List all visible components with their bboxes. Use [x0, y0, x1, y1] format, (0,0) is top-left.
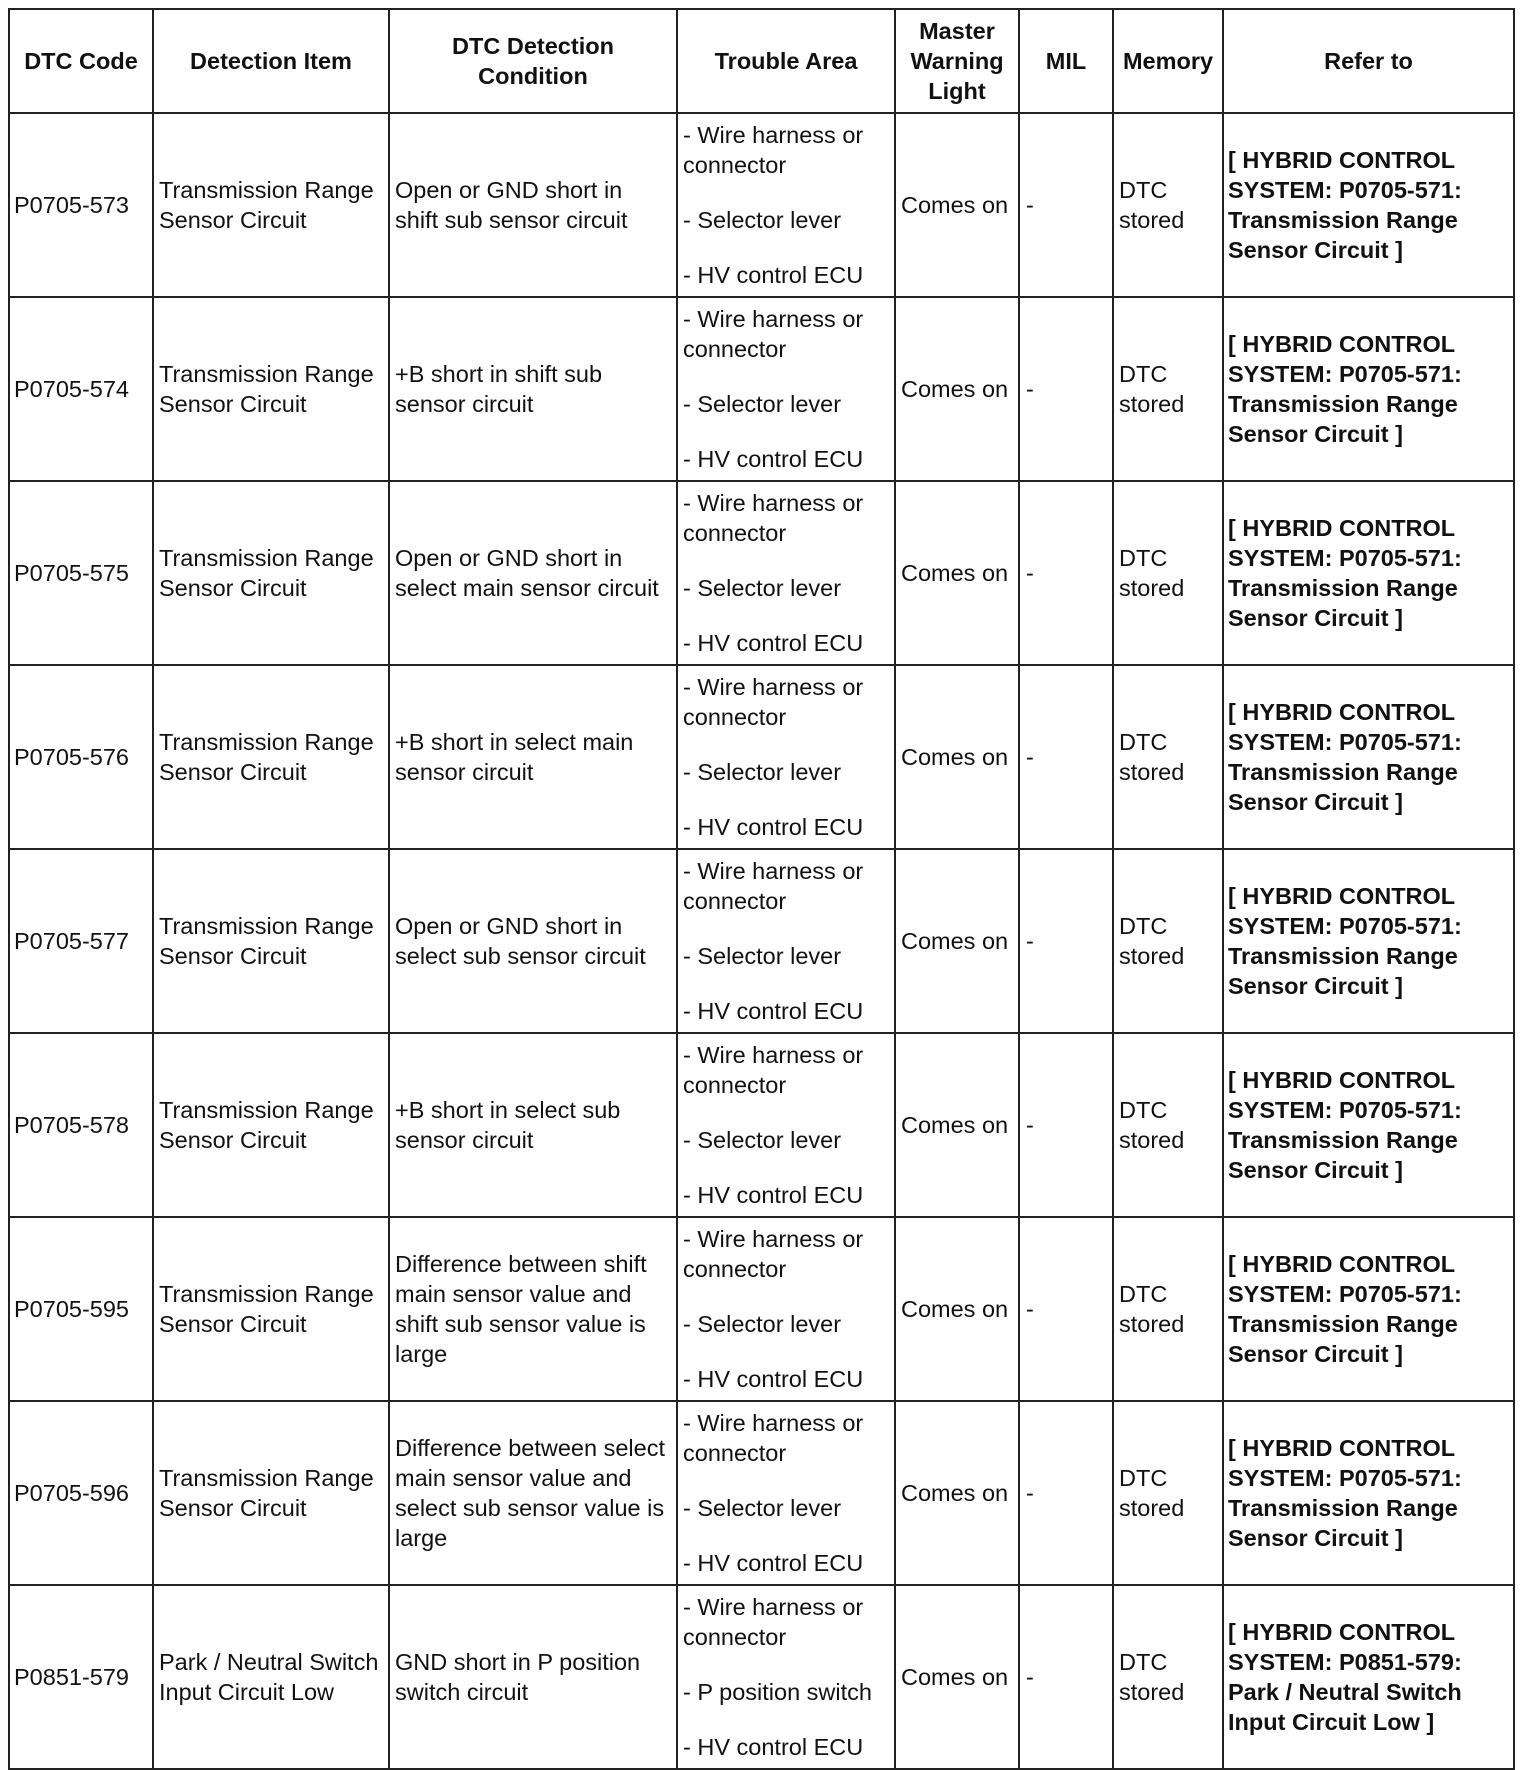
dtc-code-cell: P0705-574: [9, 297, 153, 481]
refer-to-link[interactable]: [ HYBRID CONTROL SYSTEM: P0851-579: Park / Neutral Switch Input Circuit Low ]: [1223, 1585, 1514, 1769]
memory-cell: DTC stored: [1113, 1217, 1223, 1401]
trouble-area-cell: [677, 297, 895, 481]
header-mil: MIL: [1019, 9, 1113, 113]
trouble-area-item: - P position switch: [683, 1679, 872, 1705]
trouble-area-item: - HV control ECU: [683, 814, 864, 840]
trouble-area-list: [683, 856, 889, 1026]
master-warning-light-cell: Comes on: [895, 849, 1019, 1033]
master-warning-light-cell: Comes on: [895, 1585, 1019, 1769]
detection-condition-cell: Difference between shift main sensor value and shift sub sensor value is large: [389, 1217, 677, 1401]
trouble-area-item: - Selector lever: [683, 575, 842, 601]
dtc-code-cell: P0705-596: [9, 1401, 153, 1585]
trouble-area-item: - Selector lever: [683, 391, 842, 417]
detection-item-cell: Transmission Range Sensor Circuit: [153, 113, 389, 297]
detection-condition-cell: +B short in shift sub sensor circuit: [389, 297, 677, 481]
trouble-area-item: - HV control ECU: [683, 1734, 864, 1760]
trouble-area-item: - Wire harness or connector: [683, 1226, 864, 1282]
detection-item-cell: Park / Neutral Switch Input Circuit Low: [153, 1585, 389, 1769]
dtc-code-cell: P0705-575: [9, 481, 153, 665]
trouble-area-cell: [677, 1585, 895, 1769]
trouble-area-item: - HV control ECU: [683, 1182, 864, 1208]
table-row: [9, 849, 1514, 1033]
detection-condition-cell: Difference between select main sensor value and select sub sensor value is large: [389, 1401, 677, 1585]
detection-item-cell: Transmission Range Sensor Circuit: [153, 1217, 389, 1401]
detection-condition-cell: Open or GND short in select sub sensor circuit: [389, 849, 677, 1033]
detection-condition-cell: Open or GND short in select main sensor circuit: [389, 481, 677, 665]
trouble-area-list: [683, 120, 889, 290]
refer-to-link[interactable]: [ HYBRID CONTROL SYSTEM: P0705-571: Transmission Range Sensor Circuit ]: [1223, 481, 1514, 665]
trouble-area-item: - Selector lever: [683, 1311, 842, 1337]
trouble-area-item: - Wire harness or connector: [683, 1410, 864, 1466]
header-detection-item: Detection Item: [153, 9, 389, 113]
dtc-table: [8, 8, 1515, 1770]
table-row: [9, 1401, 1514, 1585]
trouble-area-item: - Wire harness or connector: [683, 306, 864, 362]
detection-item-cell: Transmission Range Sensor Circuit: [153, 481, 389, 665]
header-row: [9, 9, 1514, 113]
dtc-code-cell: P0705-577: [9, 849, 153, 1033]
memory-cell: DTC stored: [1113, 297, 1223, 481]
detection-condition-cell: +B short in select sub sensor circuit: [389, 1033, 677, 1217]
trouble-area-item: - Selector lever: [683, 1127, 842, 1153]
trouble-area-item: - Wire harness or connector: [683, 1594, 864, 1650]
dtc-code-cell: P0705-573: [9, 113, 153, 297]
trouble-area-item: - Wire harness or connector: [683, 490, 864, 546]
master-warning-light-cell: Comes on: [895, 665, 1019, 849]
detection-item-cell: Transmission Range Sensor Circuit: [153, 849, 389, 1033]
header-detection-condition: DTC Detection Condition: [389, 9, 677, 113]
refer-to-link[interactable]: [ HYBRID CONTROL SYSTEM: P0705-571: Transmission Range Sensor Circuit ]: [1223, 1033, 1514, 1217]
header-refer-to: Refer to: [1223, 9, 1514, 113]
trouble-area-item: - Selector lever: [683, 759, 842, 785]
refer-to-link[interactable]: [ HYBRID CONTROL SYSTEM: P0705-571: Transmission Range Sensor Circuit ]: [1223, 665, 1514, 849]
refer-to-link[interactable]: [ HYBRID CONTROL SYSTEM: P0705-571: Transmission Range Sensor Circuit ]: [1223, 1401, 1514, 1585]
detection-condition-cell: GND short in P position switch circuit: [389, 1585, 677, 1769]
dtc-code-cell: P0705-595: [9, 1217, 153, 1401]
mil-cell: -: [1019, 1401, 1113, 1585]
trouble-area-item: - Wire harness or connector: [683, 674, 864, 730]
trouble-area-item: - Selector lever: [683, 943, 842, 969]
master-warning-light-cell: Comes on: [895, 1401, 1019, 1585]
trouble-area-item: - HV control ECU: [683, 998, 864, 1024]
trouble-area-item: - HV control ECU: [683, 446, 864, 472]
detection-item-cell: Transmission Range Sensor Circuit: [153, 297, 389, 481]
trouble-area-item: - Selector lever: [683, 207, 842, 233]
trouble-area-list: [683, 1408, 889, 1578]
table-body: [9, 113, 1514, 1769]
table-row: [9, 1585, 1514, 1769]
mil-cell: -: [1019, 113, 1113, 297]
trouble-area-list: [683, 488, 889, 658]
trouble-area-cell: [677, 665, 895, 849]
dtc-code-cell: P0705-578: [9, 1033, 153, 1217]
trouble-area-list: [683, 672, 889, 842]
header-dtc-code: DTC Code: [9, 9, 153, 113]
master-warning-light-cell: Comes on: [895, 297, 1019, 481]
trouble-area-item: - Selector lever: [683, 1495, 842, 1521]
mil-cell: -: [1019, 481, 1113, 665]
mil-cell: -: [1019, 1217, 1113, 1401]
refer-to-link[interactable]: [ HYBRID CONTROL SYSTEM: P0705-571: Transmission Range Sensor Circuit ]: [1223, 1217, 1514, 1401]
dtc-code-cell: P0705-576: [9, 665, 153, 849]
master-warning-light-cell: Comes on: [895, 481, 1019, 665]
trouble-area-item: - Wire harness or connector: [683, 858, 864, 914]
master-warning-light-cell: Comes on: [895, 1217, 1019, 1401]
trouble-area-item: - Wire harness or connector: [683, 1042, 864, 1098]
mil-cell: -: [1019, 665, 1113, 849]
memory-cell: DTC stored: [1113, 1401, 1223, 1585]
trouble-area-item: - Wire harness or connector: [683, 122, 864, 178]
table-row: [9, 481, 1514, 665]
table-header: [9, 9, 1514, 113]
trouble-area-cell: [677, 1217, 895, 1401]
memory-cell: DTC stored: [1113, 481, 1223, 665]
trouble-area-item: - HV control ECU: [683, 1550, 864, 1576]
table-row: [9, 113, 1514, 297]
detection-item-cell: Transmission Range Sensor Circuit: [153, 1033, 389, 1217]
master-warning-light-cell: Comes on: [895, 1033, 1019, 1217]
mil-cell: -: [1019, 297, 1113, 481]
trouble-area-list: [683, 1224, 889, 1394]
memory-cell: DTC stored: [1113, 1033, 1223, 1217]
trouble-area-list: [683, 1592, 889, 1762]
header-trouble-area: Trouble Area: [677, 9, 895, 113]
trouble-area-item: - HV control ECU: [683, 630, 864, 656]
trouble-area-cell: [677, 1401, 895, 1585]
trouble-area-list: [683, 1040, 889, 1210]
dtc-table-container: [8, 8, 1515, 1770]
memory-cell: DTC stored: [1113, 849, 1223, 1033]
memory-cell: DTC stored: [1113, 113, 1223, 297]
trouble-area-item: - HV control ECU: [683, 262, 864, 288]
table-row: [9, 665, 1514, 849]
memory-cell: DTC stored: [1113, 1585, 1223, 1769]
header-master-warning-light: Master Warning Light: [895, 9, 1019, 113]
mil-cell: -: [1019, 1585, 1113, 1769]
detection-condition-cell: +B short in select main sensor circuit: [389, 665, 677, 849]
detection-item-cell: Transmission Range Sensor Circuit: [153, 1401, 389, 1585]
refer-to-link[interactable]: [ HYBRID CONTROL SYSTEM: P0705-571: Transmission Range Sensor Circuit ]: [1223, 113, 1514, 297]
trouble-area-cell: [677, 113, 895, 297]
table-row: [9, 1217, 1514, 1401]
table-row: [9, 297, 1514, 481]
mil-cell: -: [1019, 1033, 1113, 1217]
table-row: [9, 1033, 1514, 1217]
refer-to-link[interactable]: [ HYBRID CONTROL SYSTEM: P0705-571: Transmission Range Sensor Circuit ]: [1223, 297, 1514, 481]
header-memory: Memory: [1113, 9, 1223, 113]
master-warning-light-cell: Comes on: [895, 113, 1019, 297]
trouble-area-list: [683, 304, 889, 474]
trouble-area-item: - HV control ECU: [683, 1366, 864, 1392]
detection-condition-cell: Open or GND short in shift sub sensor circuit: [389, 113, 677, 297]
memory-cell: DTC stored: [1113, 665, 1223, 849]
trouble-area-cell: [677, 481, 895, 665]
dtc-code-cell: P0851-579: [9, 1585, 153, 1769]
trouble-area-cell: [677, 1033, 895, 1217]
refer-to-link[interactable]: [ HYBRID CONTROL SYSTEM: P0705-571: Transmission Range Sensor Circuit ]: [1223, 849, 1514, 1033]
mil-cell: -: [1019, 849, 1113, 1033]
trouble-area-cell: [677, 849, 895, 1033]
detection-item-cell: Transmission Range Sensor Circuit: [153, 665, 389, 849]
